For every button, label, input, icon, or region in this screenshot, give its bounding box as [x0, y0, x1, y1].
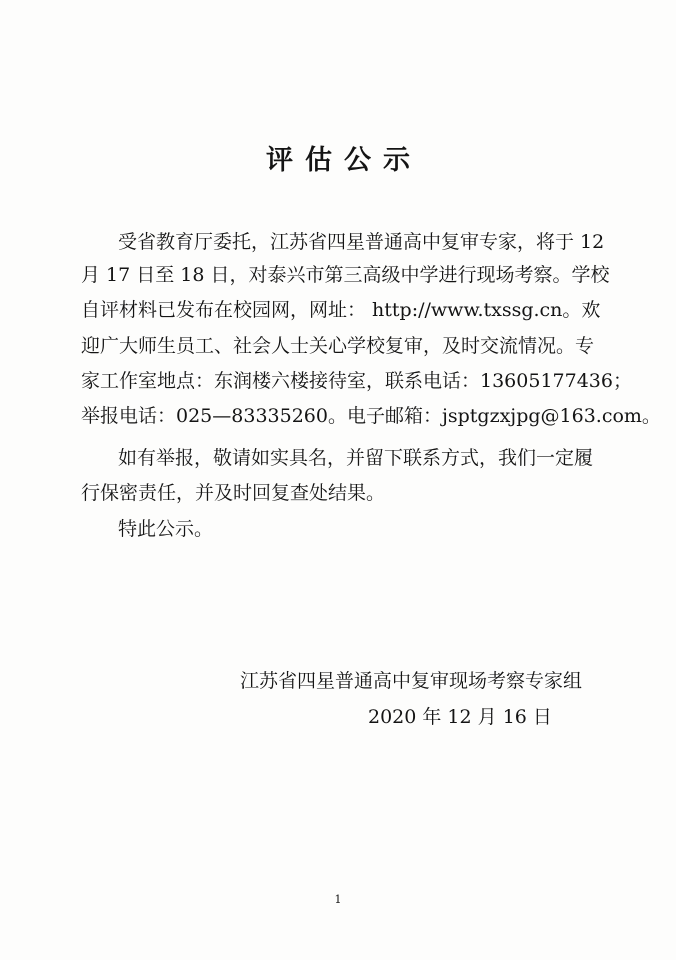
body-line-5: 家工作室地点：东润楼六楼接待室，联系电话：13605177436；	[81, 370, 632, 392]
signature-date: 2020 年 12 月 16 日	[368, 706, 552, 728]
body-line-9: 特此公示。	[118, 518, 214, 540]
signature-organization: 江苏省四星普通高中复审现场考察专家组	[240, 670, 583, 692]
body-line-6: 举报电话：025—83335260。电子邮箱：jsptgzxjpg@163.com。	[81, 405, 661, 427]
page-number: 1	[334, 893, 342, 906]
body-line-3: 自评材料已发布在校园网，网址： http://www.txssg.cn。欢	[81, 299, 601, 321]
body-line-8: 行保密责任，并及时回复查处结果。	[81, 482, 386, 504]
body-line-1: 受省教育厅委托，江苏省四星普通高中复审专家，将于 12	[118, 231, 605, 253]
body-line-7: 如有举报，敬请如实具名，并留下联系方式，我们一定履	[118, 447, 594, 469]
body-line-4: 迎广大师生员工、社会人士关心学校复审，及时交流情况。专	[81, 335, 595, 357]
body-line-2: 月 17 日至 18 日，对泰兴市第三高级中学进行现场考察。学校	[81, 264, 610, 286]
document-title: 评估公示	[266, 145, 422, 176]
